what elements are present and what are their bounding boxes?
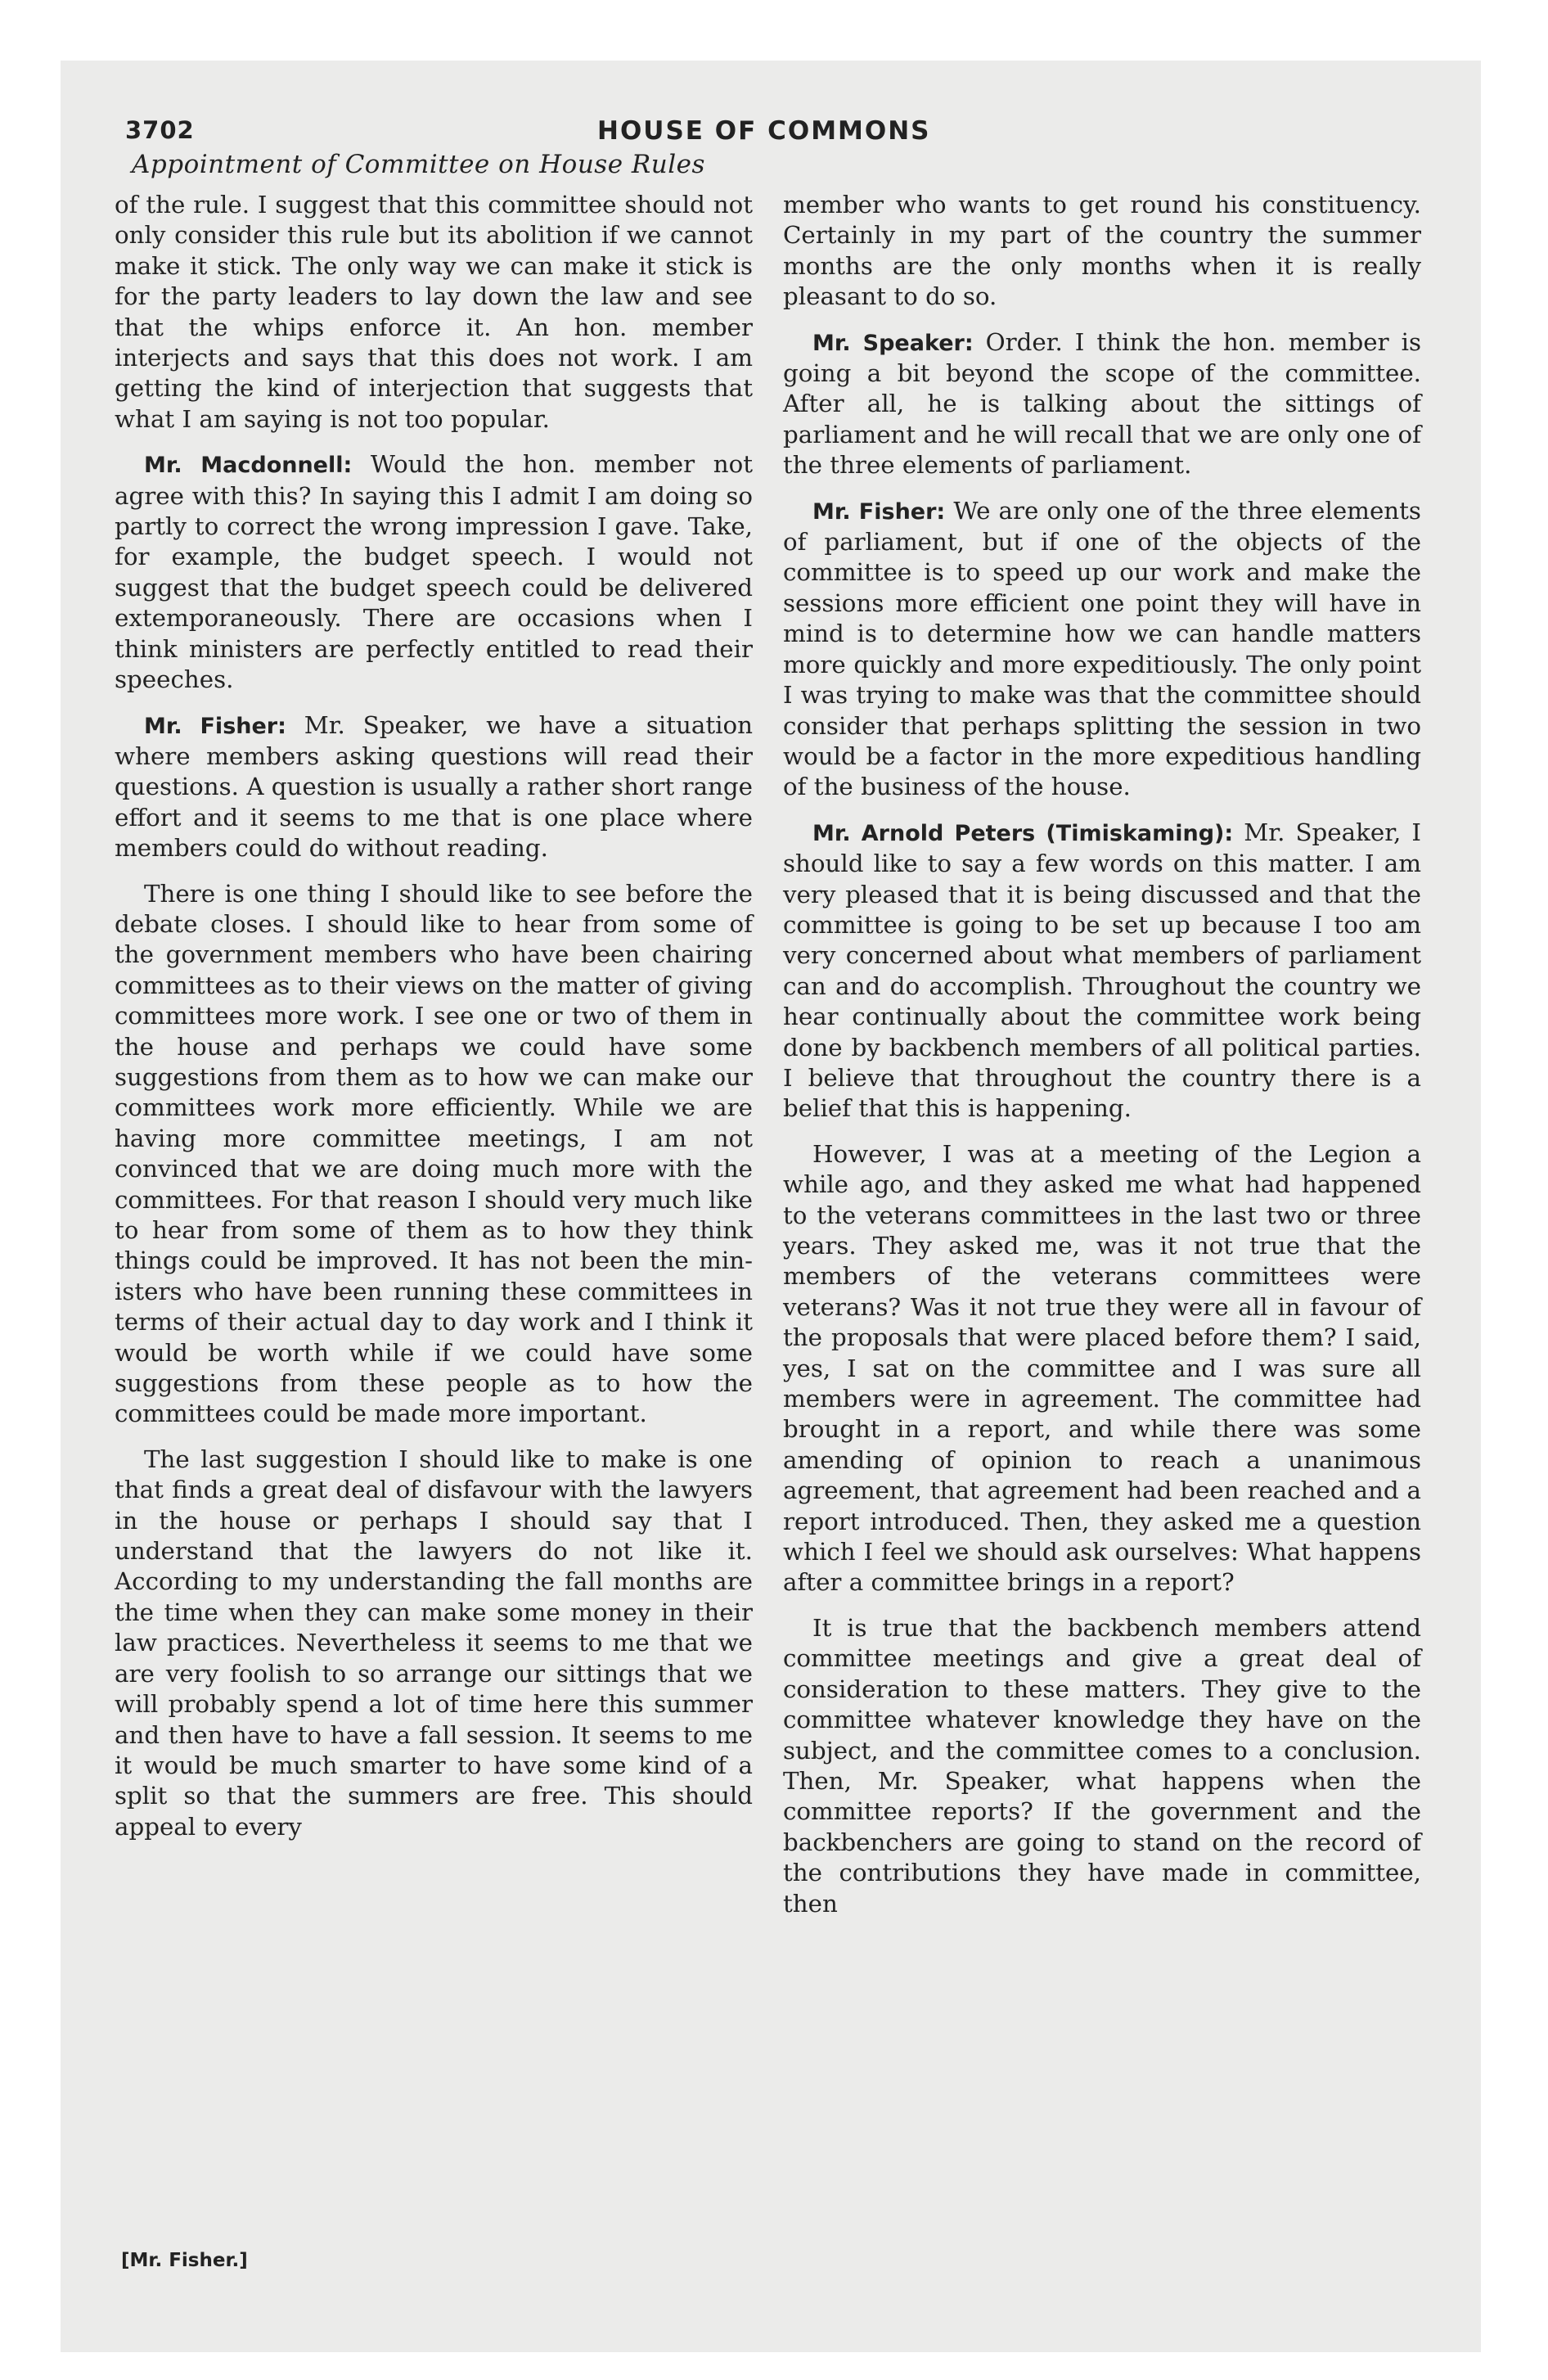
right-paragraph-2 — [783, 327, 1421, 481]
right-paragraph-3 — [783, 496, 1421, 803]
speaker-name: Mr. Macdonnell: — [144, 453, 353, 479]
left-paragraph-3 — [115, 710, 753, 864]
left-paragraph-2 — [115, 449, 753, 695]
right-paragraph-6: It is true that the backbench members attend committee meetings and give a great deal of consideration to these matters. They give to the committee whatever knowledge they have on the subject, and the committee comes to a conclusion. Then, Mr. Speaker, what happens when the committee reports? If the government and the backbenchers are going to stand on the record of the contributions they have made in committee, then — [783, 1613, 1421, 1918]
speech-text: Mr. Speaker, I should like to say a few words on this matter. I am very pleased that it is being discussed and that the committee is going to be set up because I too am very concerned about what members of parliament can and do accomplish. Throughout the country we hear continually about the committee work being done by backbench members of all political parties. I believe that throughout the country there is a belief that this is happening. — [783, 818, 1421, 1123]
left-paragraph-1: of the rule. I suggest that this committee should not only consider this rule but its abolition if we cannot make it stick. The only way we can make it stick is for the party leaders to lay down the law and see that the whips enforce it. An hon. member interjects and says that this does not work. I am getting the kind of interjection that suggests that what I am saying is not too popular. — [115, 191, 753, 433]
speaker-name: Mr. Fisher: — [144, 713, 286, 739]
speaker-name: Mr. Fisher: — [812, 498, 946, 525]
speech-text: Order. I think the hon. member is going a bit beyond the scope of the committee. After all, he is talking about the sittings of parliament and he will recall that we are only one of the three elements of parliament. — [783, 327, 1421, 480]
speech-text: Mr. Speaker, we have a situation where members asking questions will read their questions. A question is usually a rather short range effort and it seems to me that is one place where members could do without reading. — [115, 710, 753, 863]
left-paragraph-4: There is one thing I should like to see before the debate closes. I should like to hear from some of the government members who have been chairing committees as to their views on the matter of giving committees more work. I see one or two of them in the house and perhaps we could have some suggestions from them as to how we can make our committees work more efficiently. While we are having more committee meetings, I am not convinced that we are doing much more with the committees. For that reason I should very much like to hear from some of them as to how they think things could be improved. It has not been the ministers who have been running these committees in terms of their actual day to day work and I think it would be worth while if we could have some suggestions from these people as to how the committees could be made more important. — [115, 879, 753, 1428]
speech-text: We are only one of the three elements of parliament, but if one of the objects of the committee is to speed up our work and make the sessions more efficient one point they will have in mind is to determine how we can handle matters more quickly and more expeditiously. The only point I was trying to make was that the committee should consider that perhaps splitting the session in two would be a factor in the more expeditious handling of the business of the house. — [783, 496, 1421, 801]
section-title: Appointment of Committee on House Rules — [132, 150, 705, 179]
left-paragraph-5: The last suggestion I should like to make is one that finds a great deal of disfavour with the lawyers in the house or perhaps I should say that I understand that the lawyers do not like it. According to my understanding the fall months are the time when they can make some money in their law practices. Nevertheless it seems to me that we are very foolish to so arrange our sittings that we will probably spend a lot of time here this summer and then have to have a fall session. It seems to me it would be much smarter to have some kind of a split so that the summers are free. This should appeal to every — [115, 1445, 753, 1841]
left-column — [115, 190, 753, 1857]
speaker-name: Mr. Arnold Peters (Timiskaming): — [812, 820, 1234, 846]
page-number: 3702 — [125, 116, 195, 144]
speaker-name: Mr. Speaker: — [812, 330, 974, 356]
right-paragraph-5: However, I was at a meeting of the Legion a while ago, and they asked me what had happened to the veterans committees in the last two or three years. They asked me, was it not true that the members of the veterans committees were veterans? Was it not true they were all in favour of the proposals that were placed before them? I said, yes, I sat on the committee and I was sure all members were in agreement. The committee had brought in a report, and while there was some amending of opinion to reach a unanimous agreement, that agreement had been reached and a report introduced. Then, they asked me a question which I feel we should ask ourselves: What happens after a committee brings in a report? — [783, 1139, 1421, 1597]
speaker-attribution: [Mr. Fisher.] — [121, 2250, 248, 2271]
right-column — [783, 190, 1421, 1934]
right-paragraph-1: member who wants to get round his constituency. Certainly in my part of the country the summer months are the only months when it is really pleasant to do so. — [783, 191, 1421, 311]
running-head: HOUSE OF COMMONS — [597, 116, 931, 146]
speech-text: Would the hon. member not agree with this? In saying this I admit I am doing so partly to correct the wrong impression I gave. Take, for example, the budget speech. I would not suggest that the budget speech could be delivered extemporaneously. There are occasions when I think ministers are perfectly entitled to read their speeches. — [115, 450, 753, 694]
right-paragraph-4 — [783, 818, 1421, 1125]
